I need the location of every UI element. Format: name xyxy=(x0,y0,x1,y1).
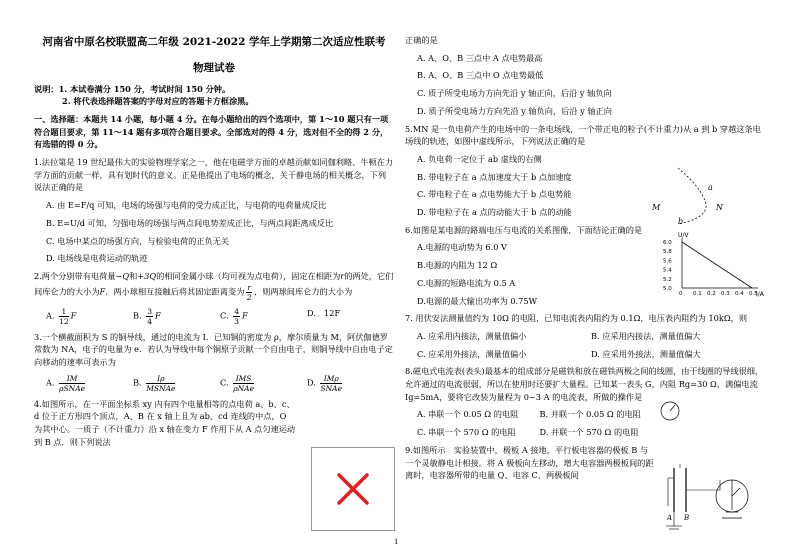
q1-option-d: D. 电场线是电荷运动的轨迹 xyxy=(46,253,148,264)
q3-d-den: SNAe xyxy=(320,383,343,393)
q2-option-c xyxy=(220,307,307,326)
q1-option-a: A. 由 E=F/q 可知，电场的场强与电荷的受力成正比，与电荷的电荷量成反比 xyxy=(46,200,327,211)
broken-image-icon xyxy=(312,448,394,530)
q6-ylabel: U/V xyxy=(678,232,689,239)
q2-text-e: ．两小球相互接触后将其固定距离变为 xyxy=(105,286,245,297)
q2-b-f: F xyxy=(155,310,161,321)
q8-options-row-1 xyxy=(417,408,662,421)
q3-a-num: IM xyxy=(59,374,85,384)
q4-option-c: C. 质子所受电场力方向先沿 y 轴正向，后沿 y 轴负向 xyxy=(417,88,612,99)
q8-option-a: A. 串联一个 0.05 Ω 的电阻 xyxy=(417,409,519,420)
q6-stem: 6.如图是某电源的路端电压与电流的关系图像，下面结论正确的是 xyxy=(405,224,643,235)
q2-text-d: 的两处，它们间库仑力的大小为 xyxy=(34,270,394,297)
q3-stem: 3.一个横截面积为 S 的铜导线，通过的电流为 I．已知铜的密度为 ρ，摩尔质量为 M，阿伏伽德罗常数为 NA，电子的电量为 e．若认为导线中每个铜原子贡献一个自由电子，则铜导线中自由电子定向移动的速率可表示为 xyxy=(34,331,393,368)
q3-option-a xyxy=(46,374,133,393)
q9-wire-b xyxy=(686,480,720,490)
q2-charge-1: −Q xyxy=(115,270,130,281)
q2-a-f: F xyxy=(70,310,77,321)
q6-ytick-label: 5.6 xyxy=(663,258,672,265)
q5-option-b: B. 带电粒子在 a 点加速度大于 b 点加速度 xyxy=(417,171,572,182)
q6-xtick-label: 0.5 xyxy=(749,291,758,297)
q3-d-frac xyxy=(320,374,342,393)
q7-option-d: D. 应采用外接法，测量值偏大 xyxy=(591,348,701,359)
q6-option-a: A.电源的电动势为 6.0 V xyxy=(417,242,507,253)
notes xyxy=(34,83,394,108)
q9-label-b: B xyxy=(684,514,690,522)
q5-option-c: C. 带电粒子在 a 点电势能大于 b 点电势能 xyxy=(417,189,572,200)
q6-ytick-label: 6.0 xyxy=(663,240,672,246)
q8-option-b: B. 并联一个 0.05 Ω 的电阻 xyxy=(539,409,641,420)
q2-half-r xyxy=(246,283,252,302)
q8-stem: 8.磁电式电流表(表头)最基本的组成部分是磁铁和放在磁铁两极之间的线圈，由于线圈的导线很细，允许通过的电流很弱，所以在使用时还要扩大量程。已知某一表头 G，内阻 Rg=30 Ω，满偏电流 Ig=5mA，要将它改装为量程为 0~3 A 的电流表，所做的操作是 xyxy=(405,366,764,402)
q2-c-frac xyxy=(233,307,240,326)
q2-b-frac xyxy=(146,307,153,326)
q2-b-num: 3 xyxy=(147,306,153,316)
q2-b-den: 4 xyxy=(147,316,153,326)
q2-half-den: 2 xyxy=(246,292,252,302)
q6-ytick-label: 5.8 xyxy=(663,249,672,256)
section-1-heading: 一、选择题：本题共 14 小题，每小题 4 分。在每小题给出的四个选项中，第 1～10 题只有一项符合题目要求，第 11～14 题有多项符合题目要求。全部选对的得 4 分，选对但不全的得 2 分，有选错的得 0 分。 xyxy=(34,113,389,150)
q5-trajectory xyxy=(678,168,706,224)
q3-a-den: ρSNAe xyxy=(59,383,86,393)
q2-b-label: B. xyxy=(133,310,142,321)
q4-option-d: D. 质子所受电场力方向先沿 y 轴负向，后沿 y 轴正向 xyxy=(417,105,612,116)
q3-d-num: IMρ xyxy=(320,374,342,384)
q2-options xyxy=(46,307,394,326)
q4-stem-cont: 正确的是 xyxy=(405,35,438,45)
q3-option-c xyxy=(220,374,307,393)
q4-figure-placeholder xyxy=(311,447,395,531)
q9-label-a: A xyxy=(667,514,673,522)
q8-meter-needle xyxy=(670,405,675,411)
q2-c-f: F xyxy=(241,310,248,321)
page-number: 1 xyxy=(394,538,399,546)
q5-option-a: A. 负电荷一定位于 ab 虚线的右侧 xyxy=(417,153,542,164)
q7-options-row-2 xyxy=(417,348,765,361)
q3-option-d xyxy=(307,374,394,393)
exam-title: 河南省中原名校联盟高二年级 2021-2022 学年上学期第二次适应性联考 xyxy=(42,36,386,48)
q3-a-frac xyxy=(59,374,85,393)
q6-line xyxy=(682,242,752,288)
q5-stem: 5.MN 是一负电荷产生的电场中的一条电场线，一个带正电的粒子(不计重力)从 a 到 b 穿越这条电场线的轨迹，如图中虚线所示，下列说法正确的是 xyxy=(405,123,761,147)
q6-xtick-label: 0.2 xyxy=(707,291,716,297)
q6-ytick-label: 5.4 xyxy=(663,267,672,274)
q3-b-den: MSNAe xyxy=(146,383,176,393)
q5-option-d: D. 带电粒子在 a 点的动能大于 b 点的动能 xyxy=(417,207,572,218)
q2-c-label: C. xyxy=(220,310,229,321)
q8-meter-figure xyxy=(655,398,685,424)
q1-option-c: C. 电场中某点的场强方向，与检验电荷的正负无关 xyxy=(46,235,230,246)
exam-subtitle: 物理试卷 xyxy=(193,62,235,75)
q3-b-num: Iρ xyxy=(146,374,175,384)
q7-stem: 7. 用伏安法测量值约为 10Ω 的电阻，已知电流表内阻约为 0.1Ω，电压表内阻约为 10kΩ，则 xyxy=(405,313,748,324)
q6-ui-graph xyxy=(662,228,772,300)
q6-option-d: D.电源的最大输出功率为 0.75W xyxy=(417,295,537,306)
q3-options xyxy=(46,374,394,393)
q2-a-den: 12 xyxy=(59,316,69,326)
q6-xtick-label: 0 xyxy=(679,291,683,297)
q4-stem: 4.如图所示，在一平面坐标系 xy 内有四个电量相等的点电荷 a、b、c、d 位于正方形四个顶点，A、B 在 x 轴上且为 ab、cd 连线的中点，O 为其中心。一质子（不计重力）沿 x 轴在变力 F 作用下从 A 点匀速运动到 B 点．则下列说法 xyxy=(34,398,296,447)
notes-label: 说明： xyxy=(34,83,59,94)
q2-a-num: 1 xyxy=(59,307,69,317)
q6-option-c: C.电源的短路电流为 0.5 A xyxy=(417,277,516,288)
q3-a-label: A. xyxy=(46,377,55,388)
q7-option-c: C. 应采用外接法，测量值偏小 xyxy=(417,348,527,359)
q5-label-m: M xyxy=(652,203,661,212)
q6-xtick-label: 0.1 xyxy=(693,291,702,297)
q4-option-a: A. A、O、B 三点中 A 点电势最高 xyxy=(417,52,543,63)
q4-option-b: B. A、O、B 三点中 O 点电势最低 xyxy=(417,70,544,81)
notes-line-1: 1. 本试卷满分 150 分，考试时间 150 分钟。 xyxy=(58,83,231,94)
q3-c-frac xyxy=(233,374,254,393)
q3-b-label: B. xyxy=(133,377,142,388)
q2-charge-2: +3Q xyxy=(137,270,157,281)
q2-f: F xyxy=(99,286,106,297)
q6-ytick-label: 5.0 xyxy=(663,286,672,292)
q6-option-b: B.电源的内阻为 12 Ω xyxy=(417,260,498,271)
q9-apparatus-figure xyxy=(660,460,770,535)
notes-line-2: 2. 将代表选择题答案的字母对应的答题卡方框涂黑。 xyxy=(62,96,254,107)
q8-options-row-2 xyxy=(417,426,662,439)
q3-b-frac xyxy=(146,374,175,393)
q2-text-c: 的相同金属小球（均可视为点电荷），固定在相距为 xyxy=(156,270,341,281)
q9-electrometer-needle xyxy=(732,488,740,496)
q2-c-num: 4 xyxy=(234,306,239,316)
q1-option-b: B. E=U/d 可知，匀强电场的场强与两点间电势差成正比，与两点间距离成反比 xyxy=(46,217,334,228)
left-column xyxy=(34,34,394,454)
q6-xtick-label: 0.4 xyxy=(735,291,744,297)
q2-text-a: 2.两个分别带有电荷量 xyxy=(34,270,116,281)
q6-yticks xyxy=(663,240,672,292)
q7-option-a: A. 应采用内接法，测量值偏小 xyxy=(417,330,527,341)
q2-a-label: A. xyxy=(46,310,55,321)
q3-c-label: C. xyxy=(220,377,229,388)
q5-label-a: a xyxy=(708,183,713,192)
q2-option-a xyxy=(46,307,133,326)
q2-c-den: 3 xyxy=(234,316,239,326)
q6-xtick-label: 0.3 xyxy=(721,291,730,297)
q2-text-f: ，则两球间库仑力的大小为 xyxy=(254,286,353,297)
q5-label-b: b xyxy=(678,217,684,226)
q2-text-b: 和 xyxy=(129,270,138,281)
q6-ytick-label: 5.2 xyxy=(663,276,672,283)
q5-label-n: N xyxy=(716,203,723,212)
q2-half-num: r xyxy=(247,282,251,292)
q9-stem: 9.如图所示 实验装置中，极板 A 接地，平行板电容器的极板 B 与一个灵敏静电计相接。将 A 极板向左移动，增大电容器两极板间的距离时，电容器所带的电量 Q、电容 C、两极板间 xyxy=(405,444,654,481)
q2-a-frac xyxy=(59,307,69,326)
q2-stem xyxy=(34,270,394,302)
q3-c-den: ρNAe xyxy=(233,383,255,393)
q3-c-num: IMS xyxy=(233,374,254,384)
q2-option-d: D. 12F xyxy=(307,307,341,318)
q2-option-b xyxy=(133,307,220,326)
q6-xticks xyxy=(679,291,758,297)
q8-option-c: C. 串联一个 570 Ω 的电阻 xyxy=(417,427,516,438)
q2-r: r xyxy=(340,270,345,281)
q3-option-b xyxy=(133,374,220,393)
q8-option-d: D. 并联一个 570 Ω 的电阻 xyxy=(539,427,639,438)
q3-d-label: D. xyxy=(307,377,316,388)
q7-option-b: B. 应采用内接法，测量值偏大 xyxy=(591,330,701,341)
q6-xlabel: I/A xyxy=(756,291,764,298)
q1-stem: 1.法拉第是 19 世纪最伟大的实验物理学家之一，他在电磁学方面的卓越贡献如同伽利略、牛顿在力学方面的贡献一样，具有划时代的意义。正是他提出了电场的概念，关于静电场的相关概念，下列说法正确的是 xyxy=(34,157,394,193)
q7-options-row-1 xyxy=(417,330,765,343)
